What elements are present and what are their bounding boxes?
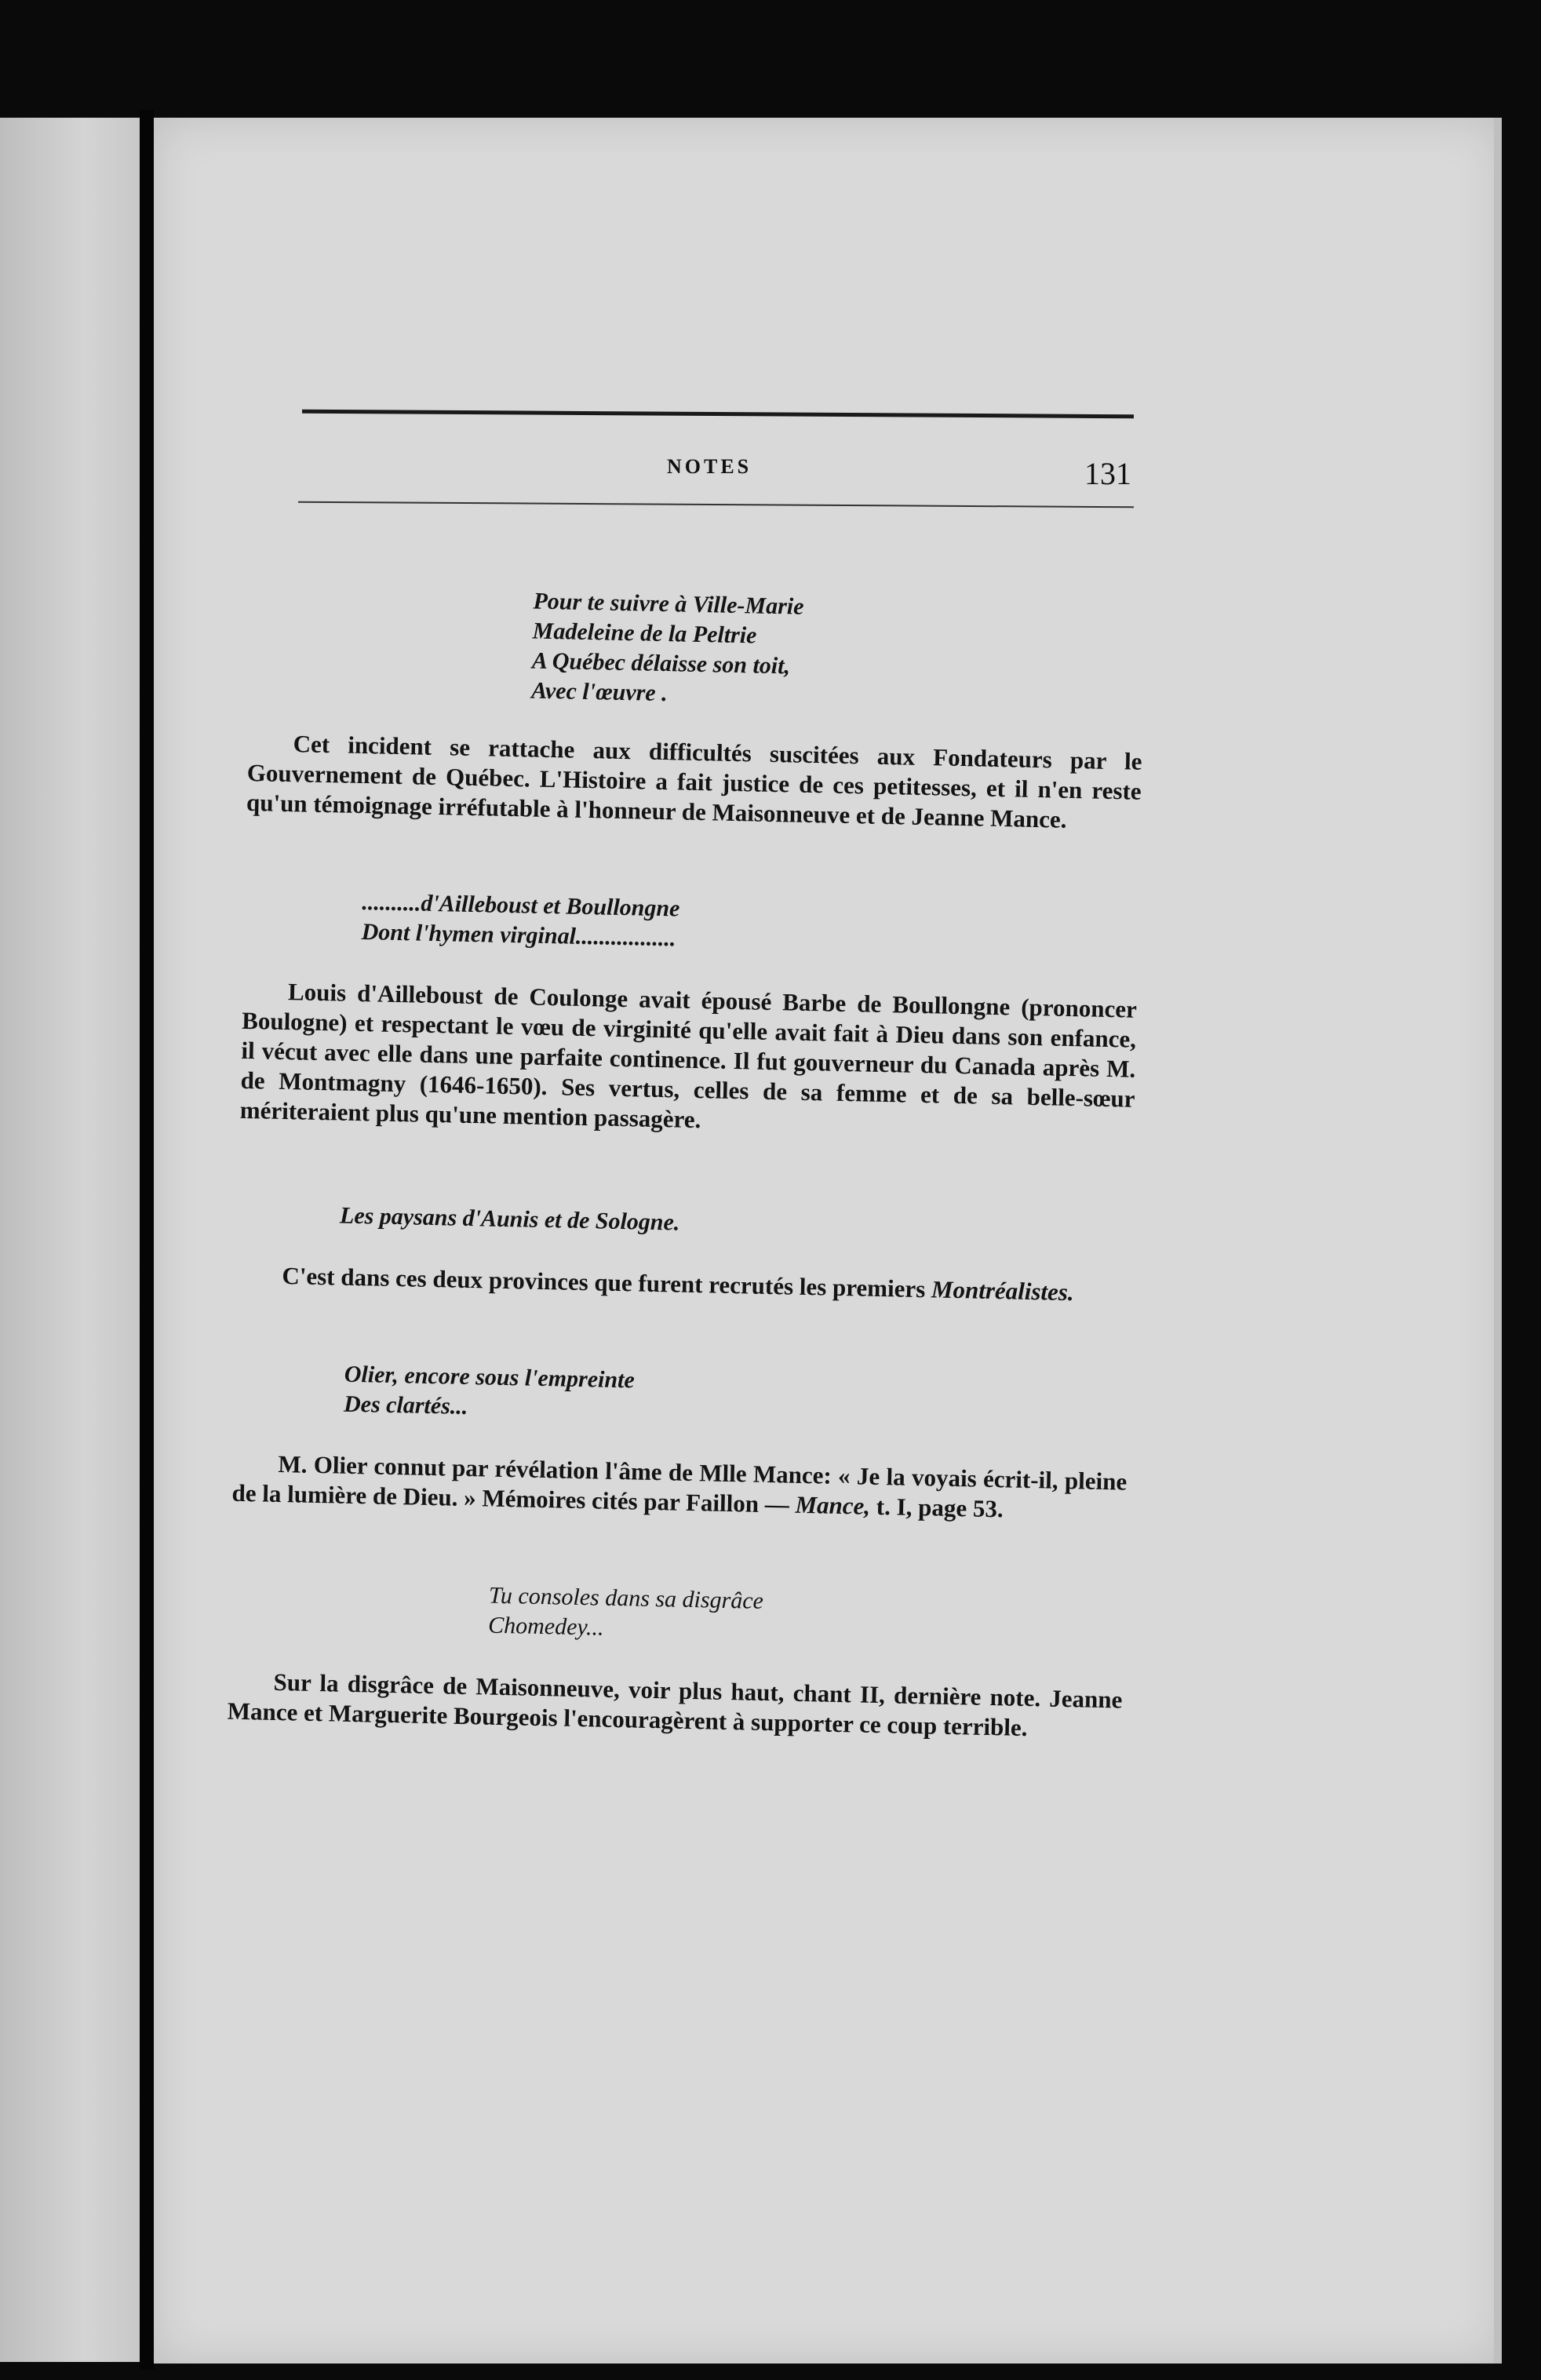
verse-line: Madeleine de la Peltrie [532, 618, 757, 649]
paragraph-italic: Montréalistes. [931, 1275, 1075, 1307]
note-peltrie [246, 581, 1146, 836]
verse-line: Olier, encore sous l'empreinte [344, 1361, 636, 1394]
facing-page-edge [0, 118, 140, 2362]
note-olier [231, 1358, 1129, 1527]
paragraph-text: M. Olier connut par révélation l'âme de Mlle Mance: « Je la voyais écrit-il, pleine de la lumière de Dieu. » Mémoires cités par Faillon — [231, 1449, 1128, 1518]
note-paragraph: Louis d'Ailleboust de Coulonge avait épousé Barbe de Boullongne (prononcer Boulogne) et respectant le vœu de virginité qu'elle avait fait à Dieu dans son enfance, il vécut avec elle dans une parfaite continence. Il fut gouverneur du Canada après M. de Montmagny (1646-1650). Ses vertus, celles de sa femme et de sa belle-sœur mériteraient plus qu'une mention passagère. [239, 978, 1138, 1134]
note-ailleboust [239, 885, 1138, 1144]
verse-quote [488, 1581, 1124, 1654]
verse-line: Dont l'hymen virginal................. [361, 919, 676, 952]
verse-quote [361, 887, 1138, 964]
paragraph-text-end: t. I, page 53. [876, 1492, 1004, 1523]
note-paragraph [231, 1449, 1127, 1527]
paragraph-italic: Mance, [795, 1490, 871, 1520]
note-paysans [236, 1199, 1132, 1309]
page-edge [1494, 118, 1502, 2364]
verse-line: Tu consoles dans sa disgrâce [488, 1582, 764, 1614]
page-content [227, 581, 1145, 1745]
note-paragraph [236, 1260, 1131, 1309]
verse-line: Chomedey... [487, 1612, 604, 1641]
note-paragraph: Sur la disgrâce de Maisonneuve, voir plus haut, chant II, dernière note. Jeanne Mance et Marguerite Bourgeois l'encouragèrent à supporter ce coup terrible. [227, 1667, 1123, 1742]
verse-quote [340, 1201, 1133, 1248]
verse-line: Les paysans d'Aunis et de Sologne. [339, 1202, 680, 1236]
page-number: 131 [1084, 456, 1131, 491]
verse-line: A Québec délaisse son toit, [531, 647, 791, 680]
note-chomedey [227, 1576, 1124, 1745]
book-spine [140, 110, 154, 2370]
verse-line: Avec l'œuvre . [530, 677, 668, 707]
running-head: NOTES [667, 455, 752, 478]
verse-line: Pour te suivre à Ville-Marie [533, 588, 804, 620]
verse-quote [531, 587, 1146, 719]
verse-line: ..........d'Ailleboust et Boullongne [362, 889, 680, 922]
paragraph-text: C'est dans ces deux provinces que furent recrutés les premiers [282, 1262, 926, 1303]
verse-line: Des clartés... [343, 1390, 468, 1420]
verse-quote [344, 1360, 1129, 1436]
note-paragraph: Cet incident se rattache aux difficultés suscitées aux Fondateurs par le Gouvernement de Québec. L'Histoire a fait justice de ces petitesses, et il n'en reste qu'un témoignage irréfutable à l'honneur de Maisonneuve et de Jeanne Mance. [246, 730, 1142, 833]
